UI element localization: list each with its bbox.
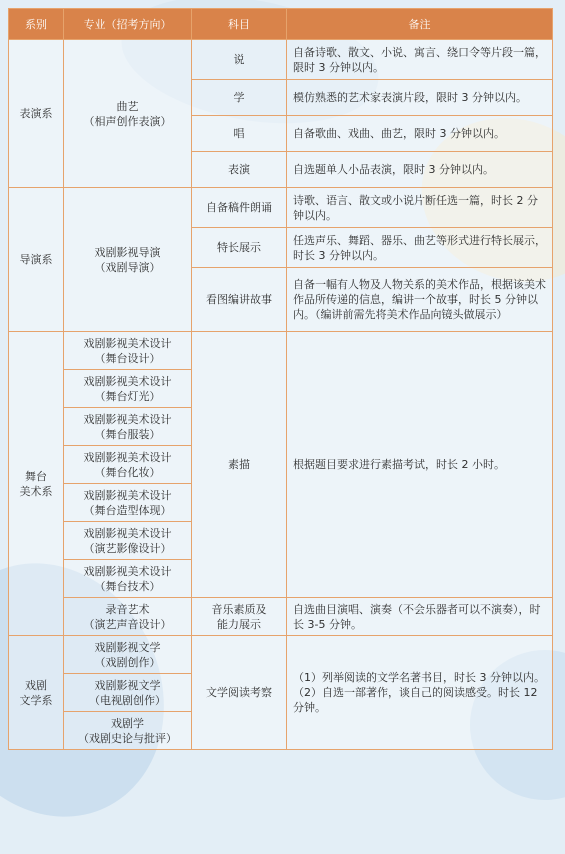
major-cell bbox=[64, 522, 192, 560]
subject-cell: 唱 bbox=[192, 116, 287, 152]
dept-cell: 表演系 bbox=[9, 40, 64, 188]
subject-cell: 音乐素质及 能力展示 bbox=[192, 598, 287, 636]
note-cell: 诗歌、语言、散文或小说片断任选一篇，时长 2 分钟以内。 bbox=[287, 188, 553, 228]
header-note: 备注 bbox=[287, 9, 553, 40]
major-name: 戏剧影视美术设计 bbox=[83, 488, 172, 502]
major-name: 戏剧影视美术设计 bbox=[83, 450, 172, 464]
subject-cell: 自备稿件朗诵 bbox=[192, 188, 287, 228]
subject-cell: 文学阅读考察 bbox=[192, 636, 287, 750]
major-name: 戏剧影视美术设计 bbox=[83, 374, 172, 388]
major-direction: （舞台设计） bbox=[94, 351, 161, 365]
subject-cell: 看图编讲故事 bbox=[192, 268, 287, 332]
major-name: 录音艺术 bbox=[105, 602, 150, 616]
major-name: 戏剧影视导演 bbox=[94, 245, 161, 259]
major-name: 戏剧影视文学 bbox=[94, 640, 161, 654]
note-cell: 自选曲目演唱、演奏（不会乐器者可以不演奏），时长 3-5 分钟。 bbox=[287, 598, 553, 636]
dept-cell: 导演系 bbox=[9, 188, 64, 332]
note-cell: 自备诗歌、散文、小说、寓言、绕口令等片段一篇，限时 3 分钟以内。 bbox=[287, 40, 553, 80]
major-direction: （相声创作表演） bbox=[83, 114, 172, 128]
major-name: 戏剧影视美术设计 bbox=[83, 412, 172, 426]
table-row bbox=[9, 188, 553, 228]
note-cell: 任选声乐、舞蹈、器乐、曲艺等形式进行特长展示，时长 3 分钟以内。 bbox=[287, 228, 553, 268]
admission-exam-table bbox=[8, 8, 553, 750]
major-direction: （演艺影像设计） bbox=[83, 541, 172, 555]
dept-cell: 舞台 美术系 bbox=[9, 332, 64, 636]
major-direction: （舞台灯光） bbox=[94, 389, 161, 403]
subject-cell: 特长展示 bbox=[192, 228, 287, 268]
major-direction: （电视剧创作） bbox=[89, 693, 166, 707]
major-cell bbox=[64, 446, 192, 484]
major-cell bbox=[64, 598, 192, 636]
major-direction: （舞台技术） bbox=[94, 579, 161, 593]
table-row bbox=[9, 636, 553, 674]
note-cell: 根据题目要求进行素描考试，时长 2 小时。 bbox=[287, 332, 553, 598]
table-row bbox=[9, 40, 553, 80]
note-cell: 自备歌曲、戏曲、曲艺，限时 3 分钟以内。 bbox=[287, 116, 553, 152]
subject-cell: 学 bbox=[192, 80, 287, 116]
major-name: 戏剧影视文学 bbox=[94, 678, 161, 692]
major-cell bbox=[64, 712, 192, 750]
major-name: 戏剧影视美术设计 bbox=[83, 336, 172, 350]
major-direction: （演艺声音设计） bbox=[83, 617, 172, 631]
subject-cell: 说 bbox=[192, 40, 287, 80]
table-row bbox=[9, 332, 553, 370]
major-cell bbox=[64, 560, 192, 598]
major-cell bbox=[64, 636, 192, 674]
subject-cell: 表演 bbox=[192, 152, 287, 188]
subject-cell: 素描 bbox=[192, 332, 287, 598]
major-direction: （舞台化妆） bbox=[94, 465, 161, 479]
major-direction: （戏剧史论与批评） bbox=[78, 731, 177, 745]
note-cell: 自选题单人小品表演，限时 3 分钟以内。 bbox=[287, 152, 553, 188]
header-dept: 系别 bbox=[9, 9, 64, 40]
major-direction: （舞台服装） bbox=[94, 427, 161, 441]
dept-cell: 戏剧 文学系 bbox=[9, 636, 64, 750]
header-major: 专业（招考方向） bbox=[64, 9, 192, 40]
major-cell bbox=[64, 332, 192, 370]
major-cell bbox=[64, 40, 192, 188]
major-name: 戏剧影视美术设计 bbox=[83, 526, 172, 540]
major-direction: （舞台造型体现） bbox=[83, 503, 172, 517]
table-row bbox=[9, 598, 553, 636]
major-cell bbox=[64, 484, 192, 522]
major-cell bbox=[64, 370, 192, 408]
header-subject: 科目 bbox=[192, 9, 287, 40]
note-cell: 模仿熟悉的艺术家表演片段，限时 3 分钟以内。 bbox=[287, 80, 553, 116]
major-cell bbox=[64, 408, 192, 446]
major-name: 戏剧学 bbox=[111, 716, 144, 730]
note-cell: （1）列举阅读的文学名著书目，时长 3 分钟以内。 （2）自选一部著作，谈自己的阅读感受。时长 12 分钟。 bbox=[287, 636, 553, 750]
note-cell: 自备一幅有人物及人物关系的美术作品，根据该美术作品所传递的信息，编讲一个故事，时长 5 分钟以内。（编讲前需先将美术作品向镜头做展示） bbox=[287, 268, 553, 332]
major-direction: （戏剧导演） bbox=[94, 260, 161, 274]
table-header-row bbox=[9, 9, 553, 40]
major-name: 曲艺 bbox=[116, 99, 139, 113]
major-name: 戏剧影视美术设计 bbox=[83, 564, 172, 578]
major-cell bbox=[64, 674, 192, 712]
major-direction: （戏剧创作） bbox=[94, 655, 161, 669]
major-cell bbox=[64, 188, 192, 332]
